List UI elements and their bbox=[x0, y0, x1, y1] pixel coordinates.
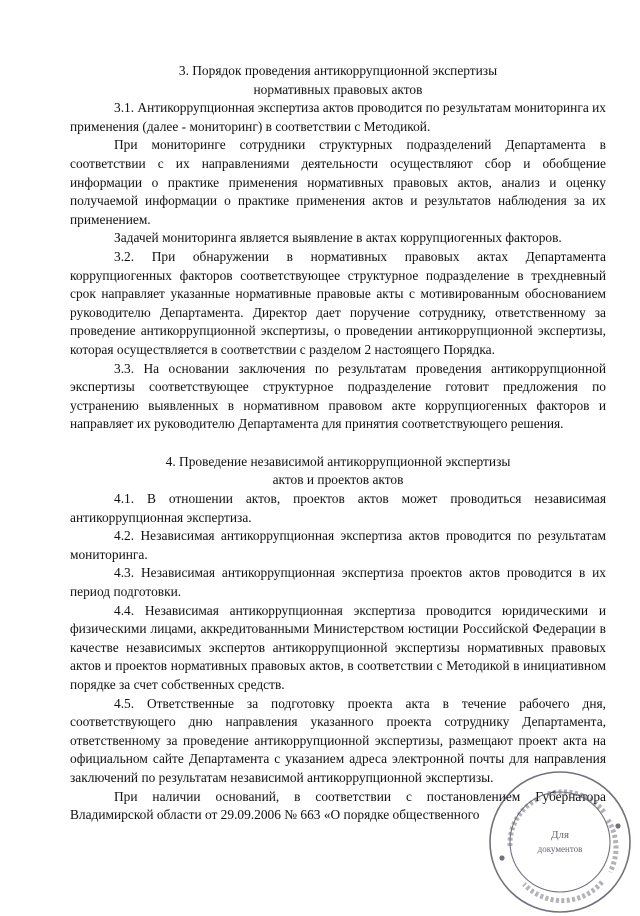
paragraph-4-4: 4.4. Независимая антикоррупционная экспертиза проводится юридическими и физическими лицами, аккредитованными Министерством юстиции Российской Федерации в качестве независимых экспертов антикоррупционной экспертизы нормативных правовых актов и проектов нормативных правовых актов, в соответствии с Методикой в инициативном порядке за счет собственных средств. bbox=[70, 602, 606, 692]
paragraph-3-3: 3.3. На основании заключения по результатам проведения антикоррупционной экспертизы соответствующее структурное подразделение готовит предложения по устранению выявленных в нормативном правовом акте коррупциогенных факторов и направляет их руководителю Департамента для принятия соответствующего решения. bbox=[70, 360, 606, 432]
paragraph-4-3: 4.3. Независимая антикоррупционная экспертиза проектов актов проводится в их период подготовки. bbox=[70, 565, 606, 600]
paragraph-3-1: 3.1. Антикоррупционная экспертиза актов проводится по результатам мониторинга их применения (далее - мониторинг) в соответствии с Методикой. bbox=[70, 100, 606, 134]
paragraph-4-2: 4.2. Независимая антикоррупционная экспертиза актов проводится по результатам мониторинга. bbox=[70, 528, 606, 562]
paragraph-monitoring-task: Задачей мониторинга является выявление в актах коррупциогенных факторов. bbox=[114, 230, 562, 246]
section-3-subtitle: нормативных правовых актов bbox=[253, 81, 423, 97]
stamp-center-line-1: Для bbox=[550, 829, 570, 841]
paragraph-4-5: 4.5. Ответственные за подготовку проекта акта в течение рабочего дня, соответствующего дню направления указанного проекта сотруднику Департамента, ответственному за проведение антикоррупционной экспертизы, размещают проект акта на официальном сайте Департамента с указанием адреса электронной почты для направления заключений по результатам независимой антикоррупционной экспертизы. bbox=[70, 695, 606, 785]
paragraph-4-1: 4.1. В отношении актов, проектов актов может проводиться независимая антикоррупционная экспертиза. bbox=[70, 491, 606, 525]
paragraph-3-2: 3.2. При обнаружении в нормативных правовых актах Департамента коррупциогенных факторов соответствующее структурное подразделение в трехдневный срок направляет указанные нормативные правовые акты с мотивированным обоснованием руководителю Департамента. Директор дает поручение сотруднику, ответственному за проведение антикоррупционной экспертизы, о проведении антикоррупционной экспертизы, которая осуществляется в соответствии с разделом 2 настоящего Порядка. bbox=[70, 248, 606, 357]
section-4-subtitle: актов и проектов актов bbox=[272, 472, 404, 488]
paragraph-governor-decree: При наличии оснований, в соответствии с постановлением Губернатора Владимирской области от 29.09.2006 № 663 «О порядке общественного bbox=[70, 788, 606, 823]
stamp-center-line-2: документов bbox=[537, 844, 583, 854]
paragraph-monitoring: При мониторинге сотрудники структурных подразделений Департамента в соответствии с их направлениями деятельности осуществляют сбор и обобщение информации о практике применения нормативных правовых актов, анализ и оценку получаемой информации о практике применения актов и результатов наблюдения за их применением. bbox=[70, 137, 606, 227]
section-3-title: 3. Порядок проведения антикоррупционной экспертизы bbox=[178, 63, 498, 78]
section-4-title: 4. Проведение независимой антикоррупционной экспертизы bbox=[165, 453, 511, 469]
